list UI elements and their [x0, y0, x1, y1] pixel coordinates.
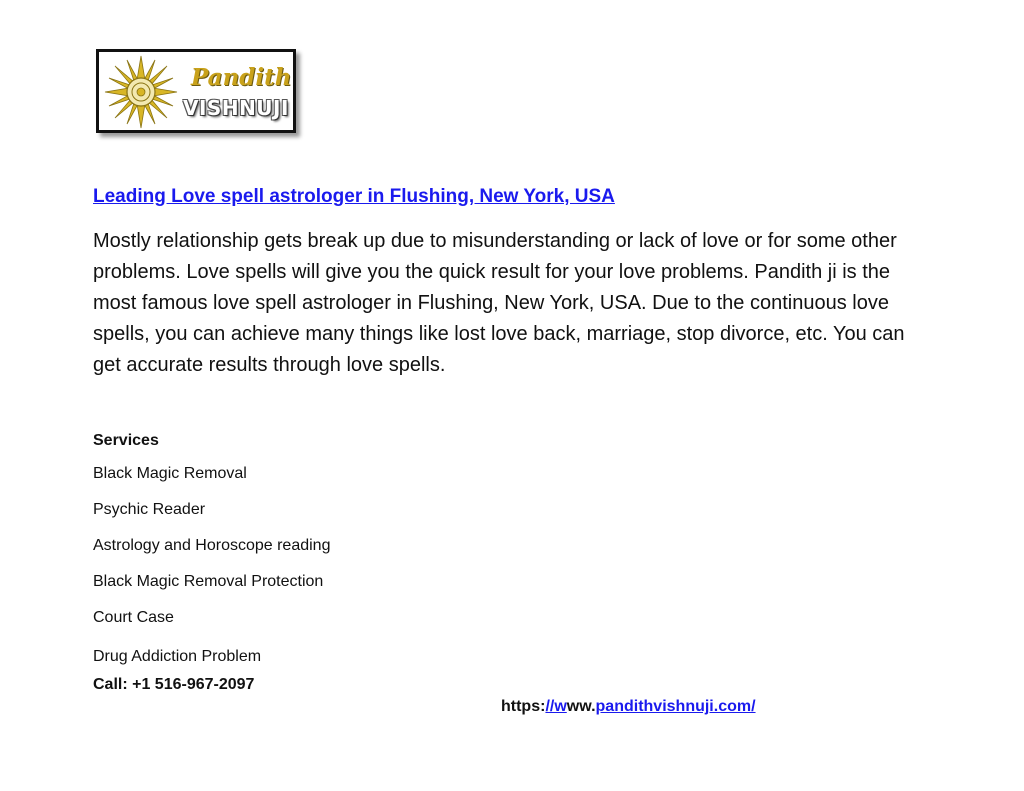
- services-list: [93, 462, 330, 671]
- intro-paragraph: Mostly relationship gets break up due to misunderstanding or lack of love or for some other problems. Love spells will give you the quick result for your love problems. Pandith ji is the most famous love spell astrologer in Flushing, New York, USA. Due to the continuous love spells, you can achieve many things like lost love back, marriage, stop divorce, etc. You can get accurate results through love spells.: [93, 230, 905, 376]
- url-middle: ww.: [566, 698, 596, 715]
- services-title: Services: [93, 432, 159, 449]
- sun-icon: [103, 54, 179, 130]
- url-link-part-1[interactable]: //w: [545, 698, 567, 715]
- service-item-psychic-reader: Psychic Reader: [93, 501, 206, 518]
- service-item-black-magic-protection: Black Magic Removal Protection: [93, 573, 324, 590]
- service-item-drug-addiction: Drug Addiction Problem: [93, 648, 262, 665]
- service-item-astrology-horoscope: Astrology and Horoscope reading: [93, 537, 331, 554]
- logo-word-pandith: Pandith: [191, 64, 292, 91]
- url-prefix: https:: [501, 698, 546, 715]
- service-item-black-magic-removal: Black Magic Removal: [93, 465, 247, 482]
- call-phone: Call: +1 516-967-2097: [93, 676, 255, 693]
- page-heading-link[interactable]: Leading Love spell astrologer in Flushing, New York, USA: [93, 186, 615, 207]
- website-url: [501, 698, 756, 716]
- url-link-part-2[interactable]: pandithvishnuji.com/: [595, 698, 756, 715]
- logo: [96, 49, 296, 133]
- logo-word-vishnuji: VISHNUJI: [183, 96, 289, 120]
- service-item-court-case: Court Case: [93, 609, 174, 626]
